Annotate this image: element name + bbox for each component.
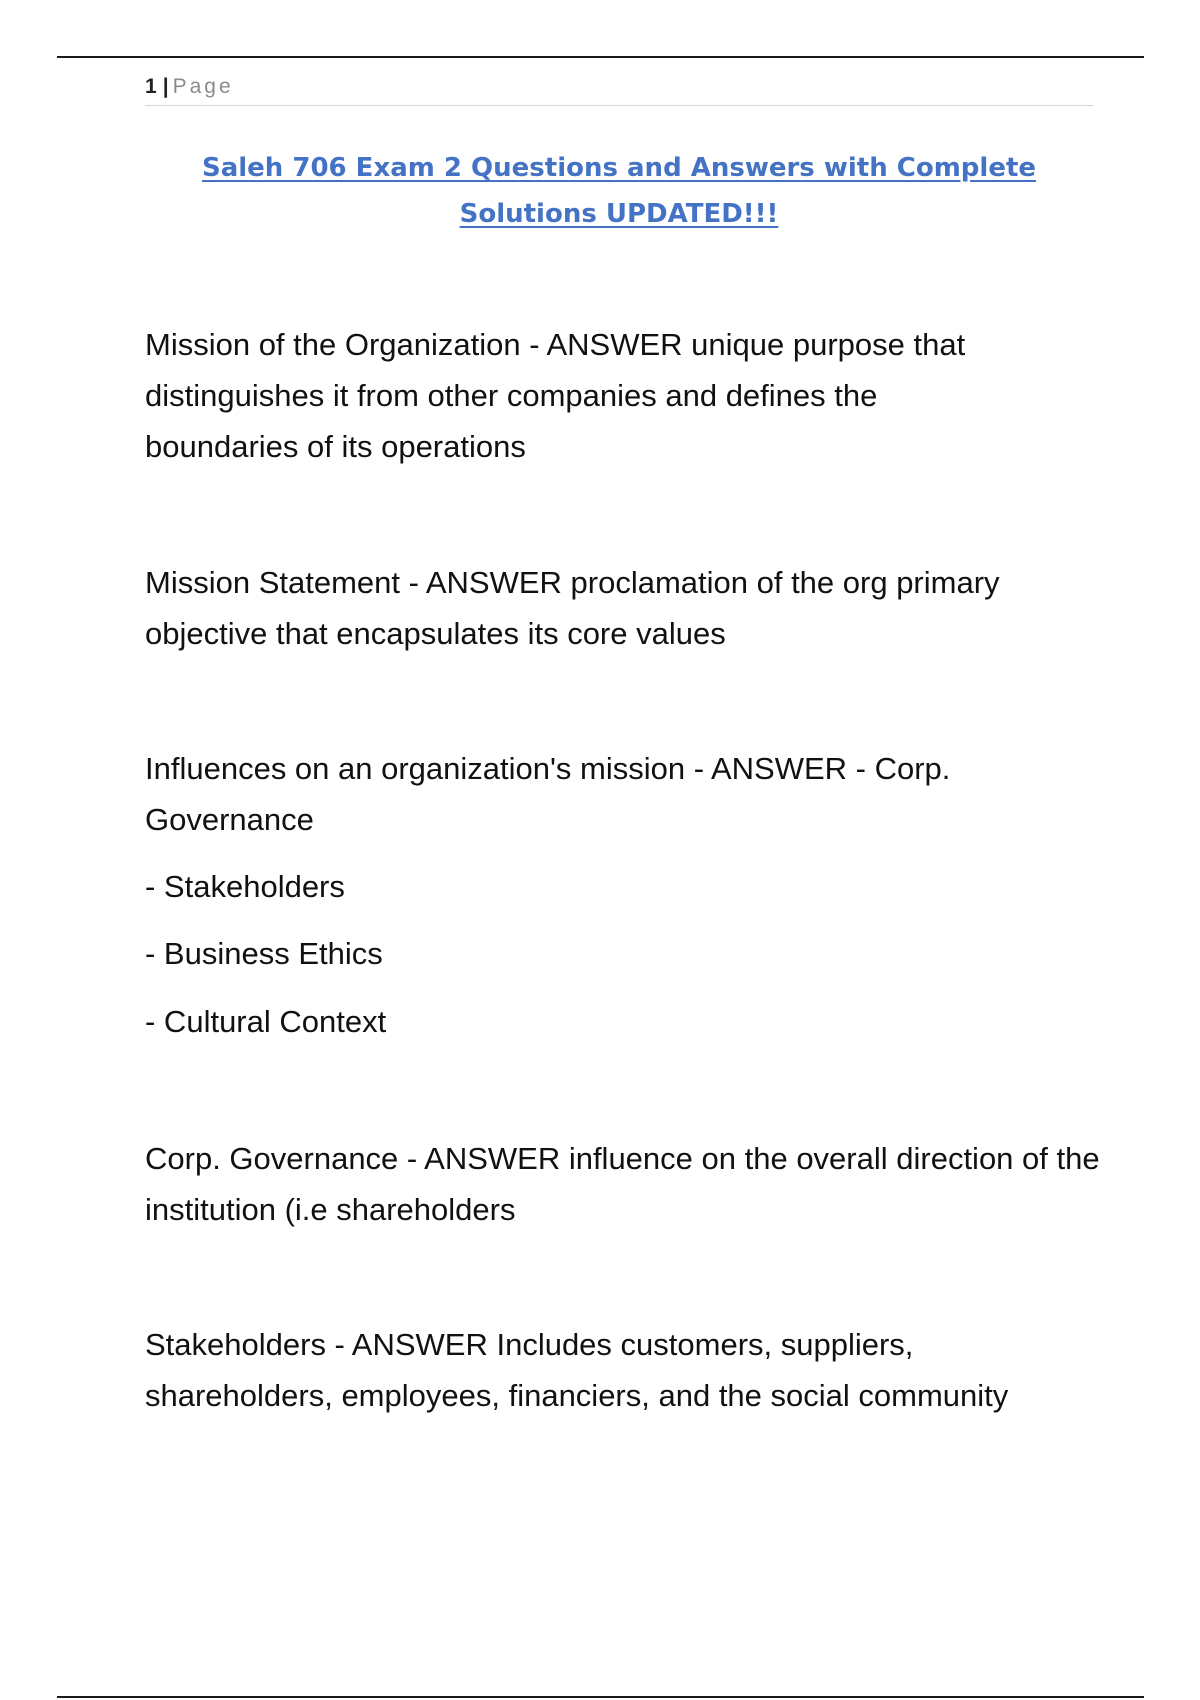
page-header bbox=[145, 73, 1093, 106]
influence-item-cultural-context: - Cultural Context bbox=[145, 1004, 387, 1039]
page-separator: | bbox=[162, 75, 169, 98]
page-number: 1 bbox=[145, 75, 157, 98]
qa-entry-mission-of-organization: Mission of the Organization - ANSWER unique purpose that distinguishes it from other companies and defines the boundaries of its operations bbox=[145, 327, 966, 464]
influence-item-business-ethics: - Business Ethics bbox=[145, 936, 383, 971]
influence-item-stakeholders: - Stakeholders bbox=[145, 869, 345, 904]
document-title bbox=[145, 145, 1093, 237]
page-label: Page bbox=[172, 75, 234, 98]
qa-entry-corp-governance: Corp. Governance - ANSWER influence on the overall direction of the institution (i.e shareholders bbox=[145, 1141, 1100, 1227]
qa-entry-influences-on-mission: Influences on an organization's mission - ANSWER - Corp. Governance bbox=[145, 751, 951, 837]
document-title-line-2: Solutions UPDATED!!! bbox=[459, 199, 779, 229]
qa-entry-mission-statement: Mission Statement - ANSWER proclamation of the org primary objective that encapsulates its core values bbox=[145, 565, 1000, 651]
top-rule bbox=[57, 56, 1144, 58]
bottom-rule bbox=[57, 1696, 1144, 1698]
qa-entry-stakeholders: Stakeholders - ANSWER Includes customers, suppliers, shareholders, employees, financiers, and the social community bbox=[145, 1327, 1009, 1413]
document-title-line-1: Saleh 706 Exam 2 Questions and Answers with Complete bbox=[201, 153, 1037, 183]
